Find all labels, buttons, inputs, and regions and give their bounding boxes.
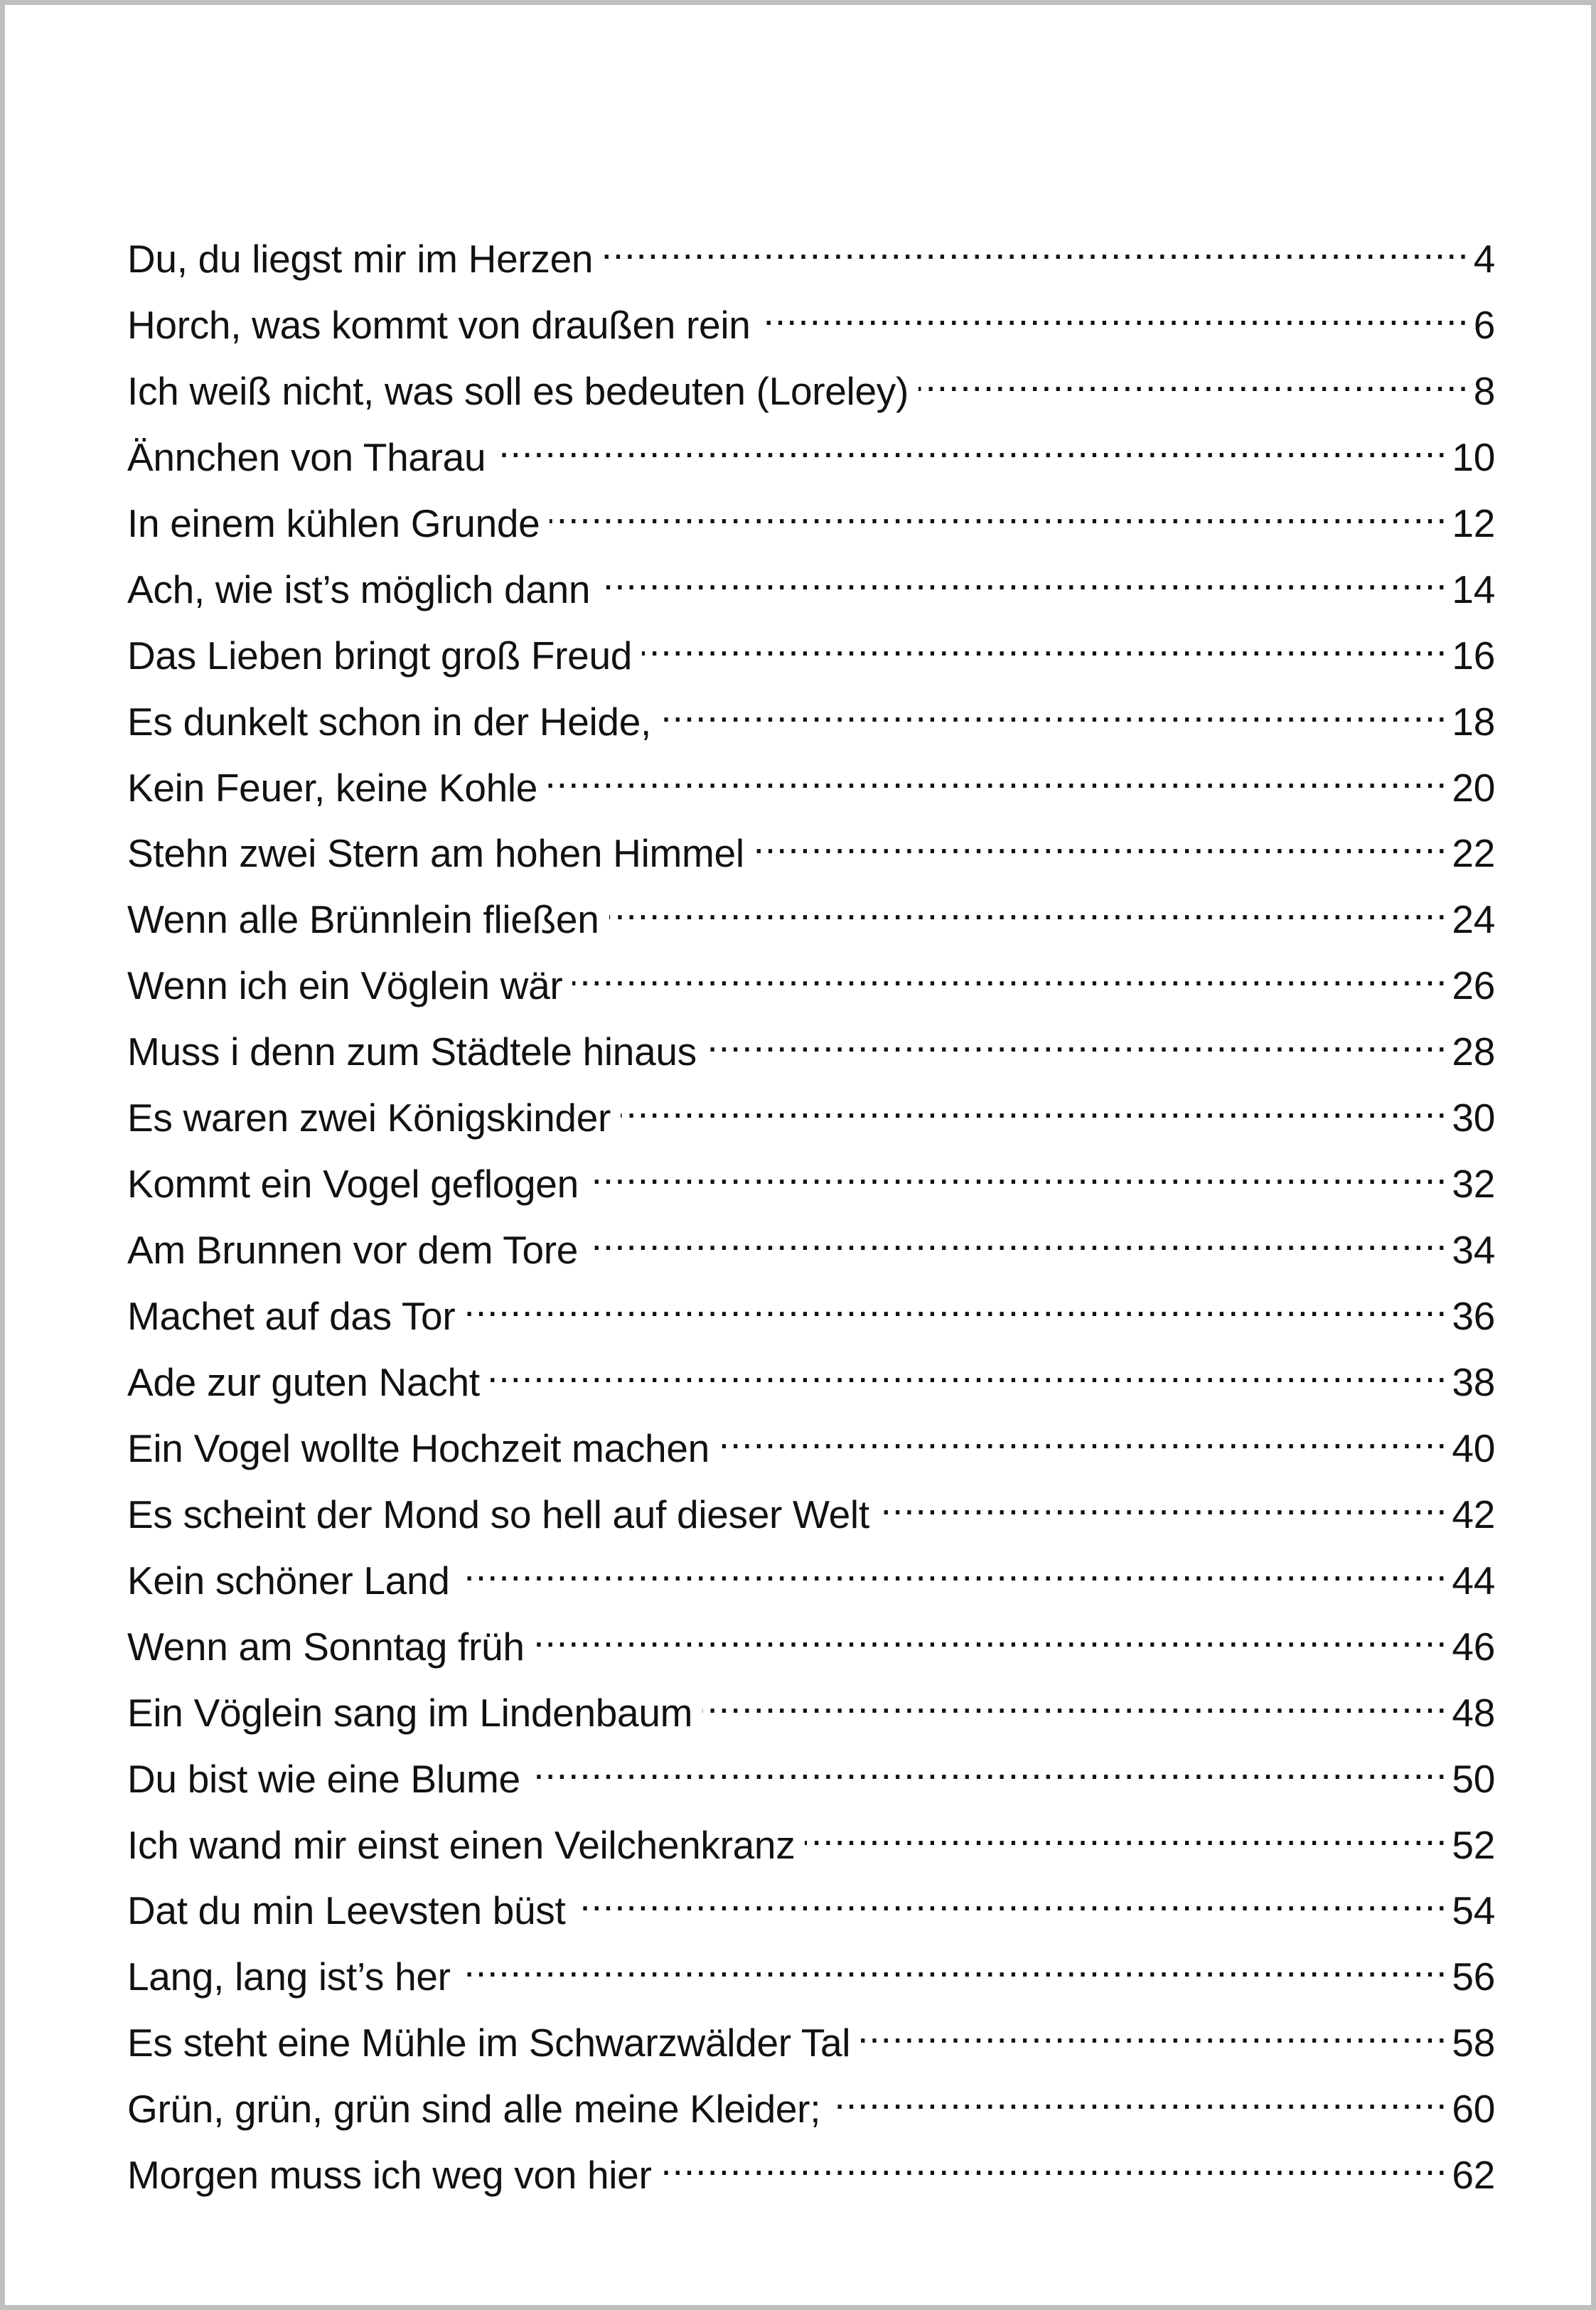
toc-entry-page: 12 xyxy=(1452,501,1495,545)
toc-entry-title: Ich wand mir einst einen Veilchenkranz xyxy=(127,1822,796,1867)
toc-entry[interactable] xyxy=(127,1408,1495,1474)
toc-entry-page: 32 xyxy=(1452,1162,1495,1207)
dot-leader xyxy=(918,351,1469,405)
toc-entry-title: Ach, wie ist’s möglich dann xyxy=(127,567,591,611)
toc-entry[interactable] xyxy=(127,2002,1495,2068)
toc-entry[interactable] xyxy=(127,483,1495,549)
dot-leader xyxy=(830,2068,1447,2122)
toc-entry-page: 52 xyxy=(1452,1822,1495,1867)
toc-entry[interactable] xyxy=(127,1276,1495,1342)
toc-entry[interactable] xyxy=(127,2134,1495,2201)
toc-entry-page: 62 xyxy=(1452,2153,1495,2198)
toc-entry-title: Das Lieben bringt groß Freud xyxy=(127,633,633,678)
toc-entry[interactable] xyxy=(127,1342,1495,1408)
toc-entry-page: 50 xyxy=(1452,1756,1495,1801)
dot-leader xyxy=(603,218,1469,272)
toc-entry[interactable] xyxy=(127,1209,1495,1276)
dot-leader xyxy=(879,1474,1448,1528)
toc-entry-page: 44 xyxy=(1452,1558,1495,1603)
dot-leader xyxy=(761,284,1469,338)
dot-leader xyxy=(702,1672,1447,1726)
toc-entry-page: 30 xyxy=(1452,1096,1495,1140)
toc-entry[interactable] xyxy=(127,2068,1495,2134)
toc-entry-page: 24 xyxy=(1452,897,1495,942)
dot-leader xyxy=(600,549,1447,603)
toc-entry-page: 18 xyxy=(1452,699,1495,744)
toc-entry-title: In einem kühlen Grunde xyxy=(127,501,540,545)
toc-entry-page: 6 xyxy=(1473,302,1495,347)
toc-entry[interactable] xyxy=(127,351,1495,417)
toc-entry-page: 34 xyxy=(1452,1228,1495,1273)
toc-entry-page: 22 xyxy=(1452,831,1495,876)
toc-entry-title: Wenn alle Brünnlein fließen xyxy=(127,897,599,942)
toc-entry-title: Kein schöner Land xyxy=(127,1558,450,1603)
toc-entry-title: Horch, was kommt von draußen rein xyxy=(127,302,751,347)
dot-leader xyxy=(661,2134,1447,2188)
toc-entry-title: Dat du min Leevsten büst xyxy=(127,1888,566,1933)
toc-entry-title: Ich weiß nicht, was soll es bedeuten (Loreley) xyxy=(127,368,909,413)
toc-entry-title: Morgen muss ich weg von hier xyxy=(127,2153,652,2198)
toc-entry[interactable] xyxy=(127,1011,1495,1077)
dot-leader xyxy=(642,615,1447,669)
dot-leader xyxy=(490,1342,1448,1396)
toc-entry-title: Es scheint der Mond so hell auf dieser Welt xyxy=(127,1492,869,1536)
dot-leader xyxy=(621,1077,1447,1131)
toc-entry-title: Grün, grün, grün sind alle meine Kleider; xyxy=(127,2087,821,2132)
toc-entry-title: Es waren zwei Königskinder xyxy=(127,1096,611,1140)
toc-entry-title: Machet auf das Tor xyxy=(127,1294,456,1338)
toc-entry-page: 36 xyxy=(1452,1294,1495,1338)
dot-leader xyxy=(661,681,1447,735)
toc-entry-page: 58 xyxy=(1452,2021,1495,2065)
toc-entry[interactable] xyxy=(127,1540,1495,1606)
dot-leader xyxy=(707,1011,1448,1065)
toc-entry-page: 4 xyxy=(1473,237,1495,281)
dot-leader xyxy=(460,1540,1448,1594)
toc-entry-title: Wenn am Sonntag früh xyxy=(127,1624,525,1669)
toc-entry[interactable] xyxy=(127,1870,1495,1936)
dot-leader xyxy=(547,747,1447,801)
toc-entry[interactable] xyxy=(127,284,1495,351)
toc-entry-title: Ein Vöglein sang im Lindenbaum xyxy=(127,1690,693,1735)
dot-leader xyxy=(719,1408,1448,1462)
toc-entry-page: 28 xyxy=(1452,1030,1495,1074)
toc-entry-page: 20 xyxy=(1452,765,1495,810)
dot-leader xyxy=(461,1936,1448,1990)
toc-entry-title: Du, du liegst mir im Herzen xyxy=(127,237,594,281)
toc-entry[interactable] xyxy=(127,218,1495,284)
toc-entry-title: Kommt ein Vogel geflogen xyxy=(127,1162,579,1207)
toc-entry-title: Stehn zwei Stern am hohen Himmel xyxy=(127,831,744,876)
toc-entry[interactable] xyxy=(127,615,1495,681)
toc-entry-title: Kein Feuer, keine Kohle xyxy=(127,765,538,810)
toc-entry-title: Wenn ich ein Vöglein wär xyxy=(127,963,563,1008)
dot-leader xyxy=(805,1804,1447,1859)
toc-entry-page: 10 xyxy=(1452,434,1495,479)
toc-entry[interactable] xyxy=(127,1672,1495,1738)
toc-entry-title: Am Brunnen vor dem Tore xyxy=(127,1228,579,1273)
toc-entry-page: 8 xyxy=(1473,368,1495,413)
toc-entry-title: Ännchen von Tharau xyxy=(127,434,486,479)
toc-entry-title: Muss i denn zum Städtele hinaus xyxy=(127,1030,697,1074)
dot-leader xyxy=(576,1870,1448,1924)
toc-entry[interactable] xyxy=(127,1738,1495,1804)
dot-leader xyxy=(589,1143,1448,1197)
toc-entry-title: Es steht eine Mühle im Schwarzwälder Tal xyxy=(127,2021,851,2065)
dot-leader xyxy=(465,1276,1447,1330)
toc-entry[interactable] xyxy=(127,1606,1495,1672)
toc-entry-page: 38 xyxy=(1452,1359,1495,1404)
toc-entry-title: Du bist wie eine Blume xyxy=(127,1756,520,1801)
toc-entry[interactable] xyxy=(127,549,1495,615)
toc-entry-page: 56 xyxy=(1452,1955,1495,1999)
dot-leader xyxy=(530,1738,1448,1792)
dot-leader xyxy=(860,2002,1447,2056)
toc-entry-page: 16 xyxy=(1452,633,1495,678)
toc-entry[interactable] xyxy=(127,417,1495,483)
table-of-contents xyxy=(127,218,1495,2201)
toc-entry-title: Es dunkelt schon in der Heide, xyxy=(127,699,651,744)
toc-entry-page: 46 xyxy=(1452,1624,1495,1669)
toc-entry[interactable] xyxy=(127,945,1495,1011)
toc-entry-page: 40 xyxy=(1452,1426,1495,1470)
toc-entry-page: 42 xyxy=(1452,1492,1495,1536)
toc-entry-title: Ade zur guten Nacht xyxy=(127,1359,480,1404)
toc-entry-title: Lang, lang ist’s her xyxy=(127,1955,451,1999)
toc-entry[interactable] xyxy=(127,879,1495,945)
toc-entry[interactable] xyxy=(127,1474,1495,1540)
toc-entry-page: 14 xyxy=(1452,567,1495,611)
dot-leader xyxy=(496,417,1447,471)
dot-leader xyxy=(609,879,1448,933)
dot-leader xyxy=(588,1209,1447,1263)
toc-entry[interactable] xyxy=(127,747,1495,813)
toc-entry[interactable] xyxy=(127,1936,1495,2002)
toc-entry[interactable] xyxy=(127,1804,1495,1871)
dot-leader xyxy=(535,1606,1448,1660)
toc-entry[interactable] xyxy=(127,1143,1495,1209)
dot-leader xyxy=(550,483,1447,537)
dot-leader xyxy=(754,813,1448,867)
toc-entry-page: 60 xyxy=(1452,2087,1495,2132)
toc-entry[interactable] xyxy=(127,1077,1495,1143)
toc-entry[interactable] xyxy=(127,681,1495,747)
toc-entry[interactable] xyxy=(127,813,1495,879)
dot-leader xyxy=(572,945,1447,999)
toc-entry-page: 54 xyxy=(1452,1888,1495,1933)
toc-entry-title: Ein Vogel wollte Hochzeit machen xyxy=(127,1426,709,1470)
toc-entry-page: 48 xyxy=(1452,1690,1495,1735)
toc-entry-page: 26 xyxy=(1452,963,1495,1008)
